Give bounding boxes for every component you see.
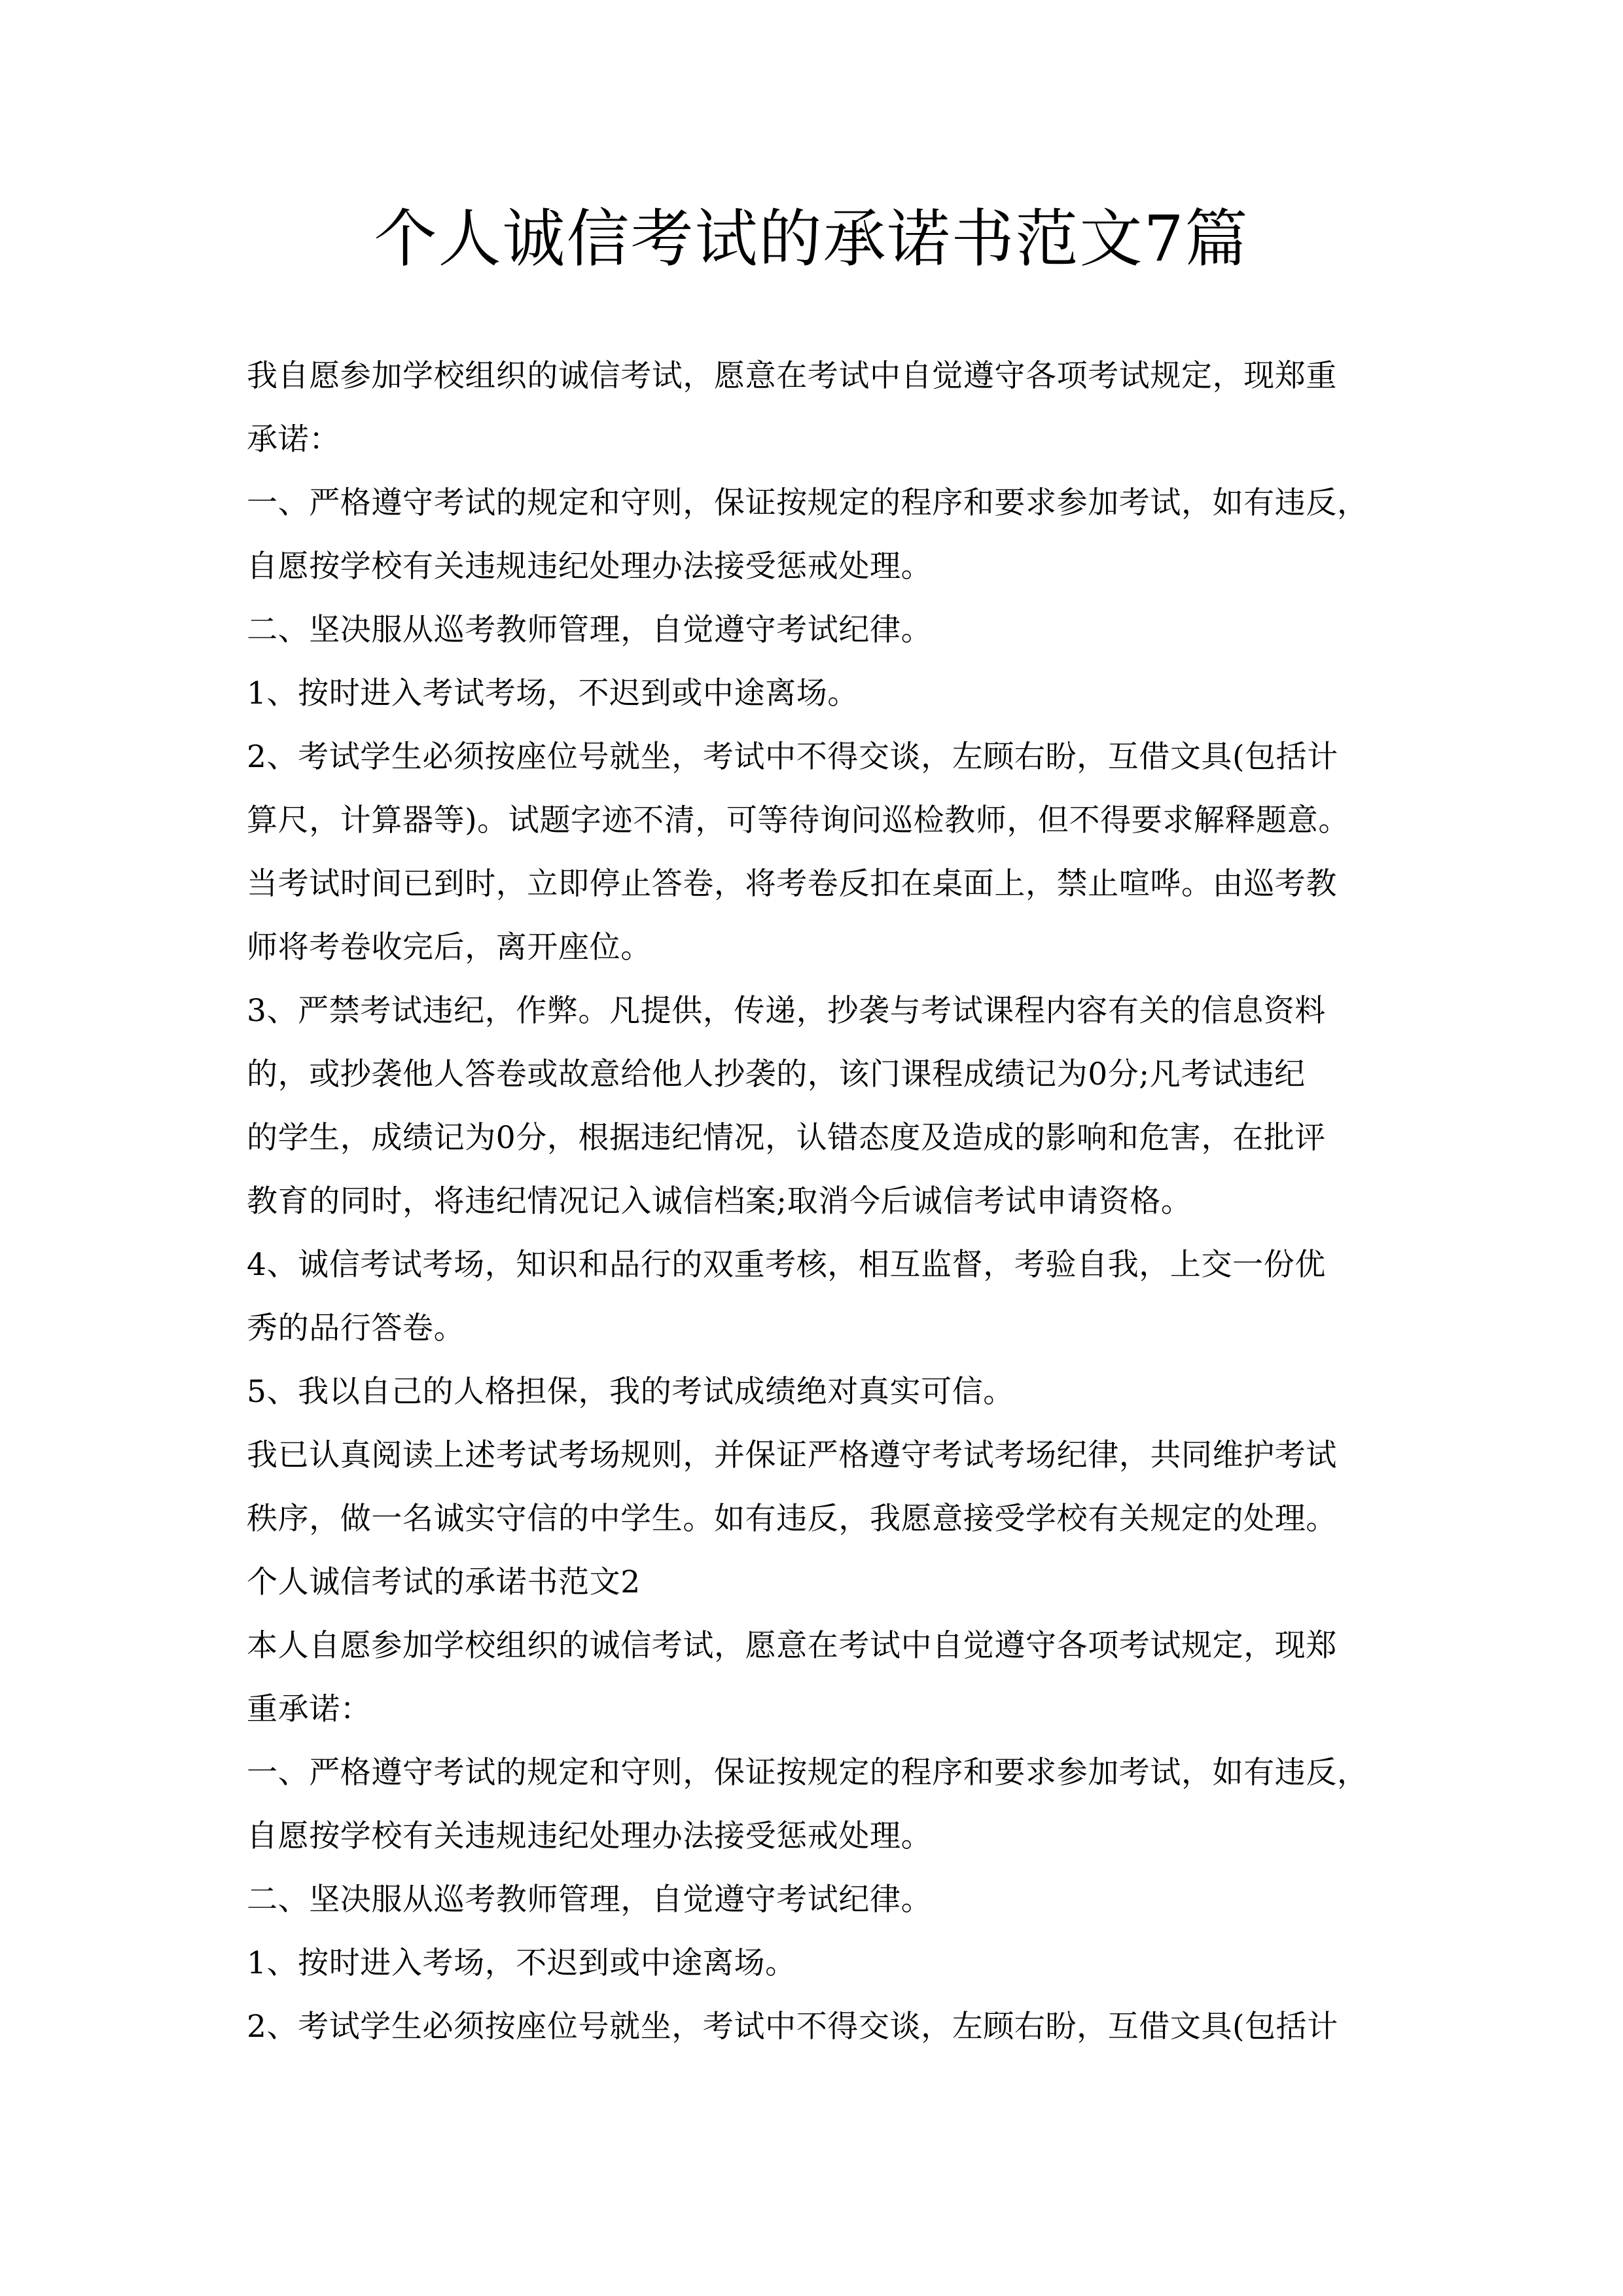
paragraph-line: 一、严格遵守考试的规定和守则，保证按规定的程序和要求参加考试，如有违反， — [247, 485, 1368, 521]
paragraph-line: 二、坚决服从巡考教师管理，自觉遵守考试纪律。 — [247, 612, 933, 648]
paragraph-line: 我自愿参加学校组织的诚信考试，愿意在考试中自觉遵守各项考试规定，现郑重 — [247, 358, 1337, 394]
paragraph-line: 1、按时进入考场，不迟到或中途离场。 — [247, 1945, 796, 1981]
paragraph-line: 本人自愿参加学校组织的诚信考试，愿意在考试中自觉遵守各项考试规定，现郑 — [247, 1628, 1337, 1664]
paragraph-line: 二、坚决服从巡考教师管理，自觉遵守考试纪律。 — [247, 1882, 933, 1918]
paragraph-line: 秩序，做一名诚实守信的中学生。如有违反，我愿意接受学校有关规定的处理。 — [247, 1501, 1337, 1537]
paragraph-line: 自愿按学校有关违规违纪处理办法接受惩戒处理。 — [247, 1818, 933, 1854]
paragraph-line: 自愿按学校有关违规违纪处理办法接受惩戒处理。 — [247, 548, 933, 584]
paragraph-line: 教育的同时，将违纪情况记入诚信档案;取消今后诚信考试申请资格。 — [247, 1183, 1192, 1219]
paragraph-line: 当考试时间已到时，立即停止答卷，将考卷反扣在桌面上，禁止喧哗。由巡考教 — [247, 866, 1337, 902]
paragraph-line: 我已认真阅读上述考试考场规则，并保证严格遵守考试考场纪律，共同维护考试 — [247, 1437, 1337, 1473]
paragraph-line: 重承诺： — [247, 1691, 372, 1727]
paragraph-line: 2、考试学生必须按座位号就坐，考试中不得交谈，左顾右盼，互借文具(包括计 — [247, 2009, 1338, 2045]
document-body — [247, 353, 1385, 2068]
paragraph-line: 的，或抄袭他人答卷或故意给他人抄袭的，该门课程成绩记为0分;凡考试违纪 — [247, 1056, 1306, 1092]
paragraph-line: 的学生，成绩记为0分，根据违纪情况，认错态度及造成的影响和危害，在批评 — [247, 1120, 1326, 1156]
paragraph-line: 一、严格遵守考试的规定和守则，保证按规定的程序和要求参加考试，如有违反， — [247, 1755, 1368, 1791]
paragraph-line: 1、按时进入考试考场，不迟到或中途离场。 — [247, 675, 859, 711]
paragraph-line: 4、诚信考试考场，知识和品行的双重考核，相互监督，考验自我，上交一份优 — [247, 1247, 1326, 1283]
paragraph-line: 5、我以自己的人格担保，我的考试成绩绝对真实可信。 — [247, 1374, 1014, 1410]
section-heading: 个人诚信考试的承诺书范文2 — [247, 1564, 641, 1600]
paragraph-line: 3、严禁考试违纪，作弊。凡提供，传递，抄袭与考试课程内容有关的信息资料 — [247, 993, 1326, 1029]
paragraph-line: 秀的品行答卷。 — [247, 1310, 465, 1346]
paragraph-line: 算尺，计算器等)。试题字迹不清，可等待询问巡检教师，但不得要求解释题意。 — [247, 802, 1349, 838]
document-title: 个人诚信考试的承诺书范文7篇 — [374, 202, 1249, 276]
paragraph-line: 承诺： — [247, 422, 340, 457]
paragraph-line: 2、考试学生必须按座位号就坐，考试中不得交谈，左顾右盼，互借文具(包括计 — [247, 739, 1338, 775]
paragraph-line: 师将考卷收完后，离开座位。 — [247, 929, 652, 965]
